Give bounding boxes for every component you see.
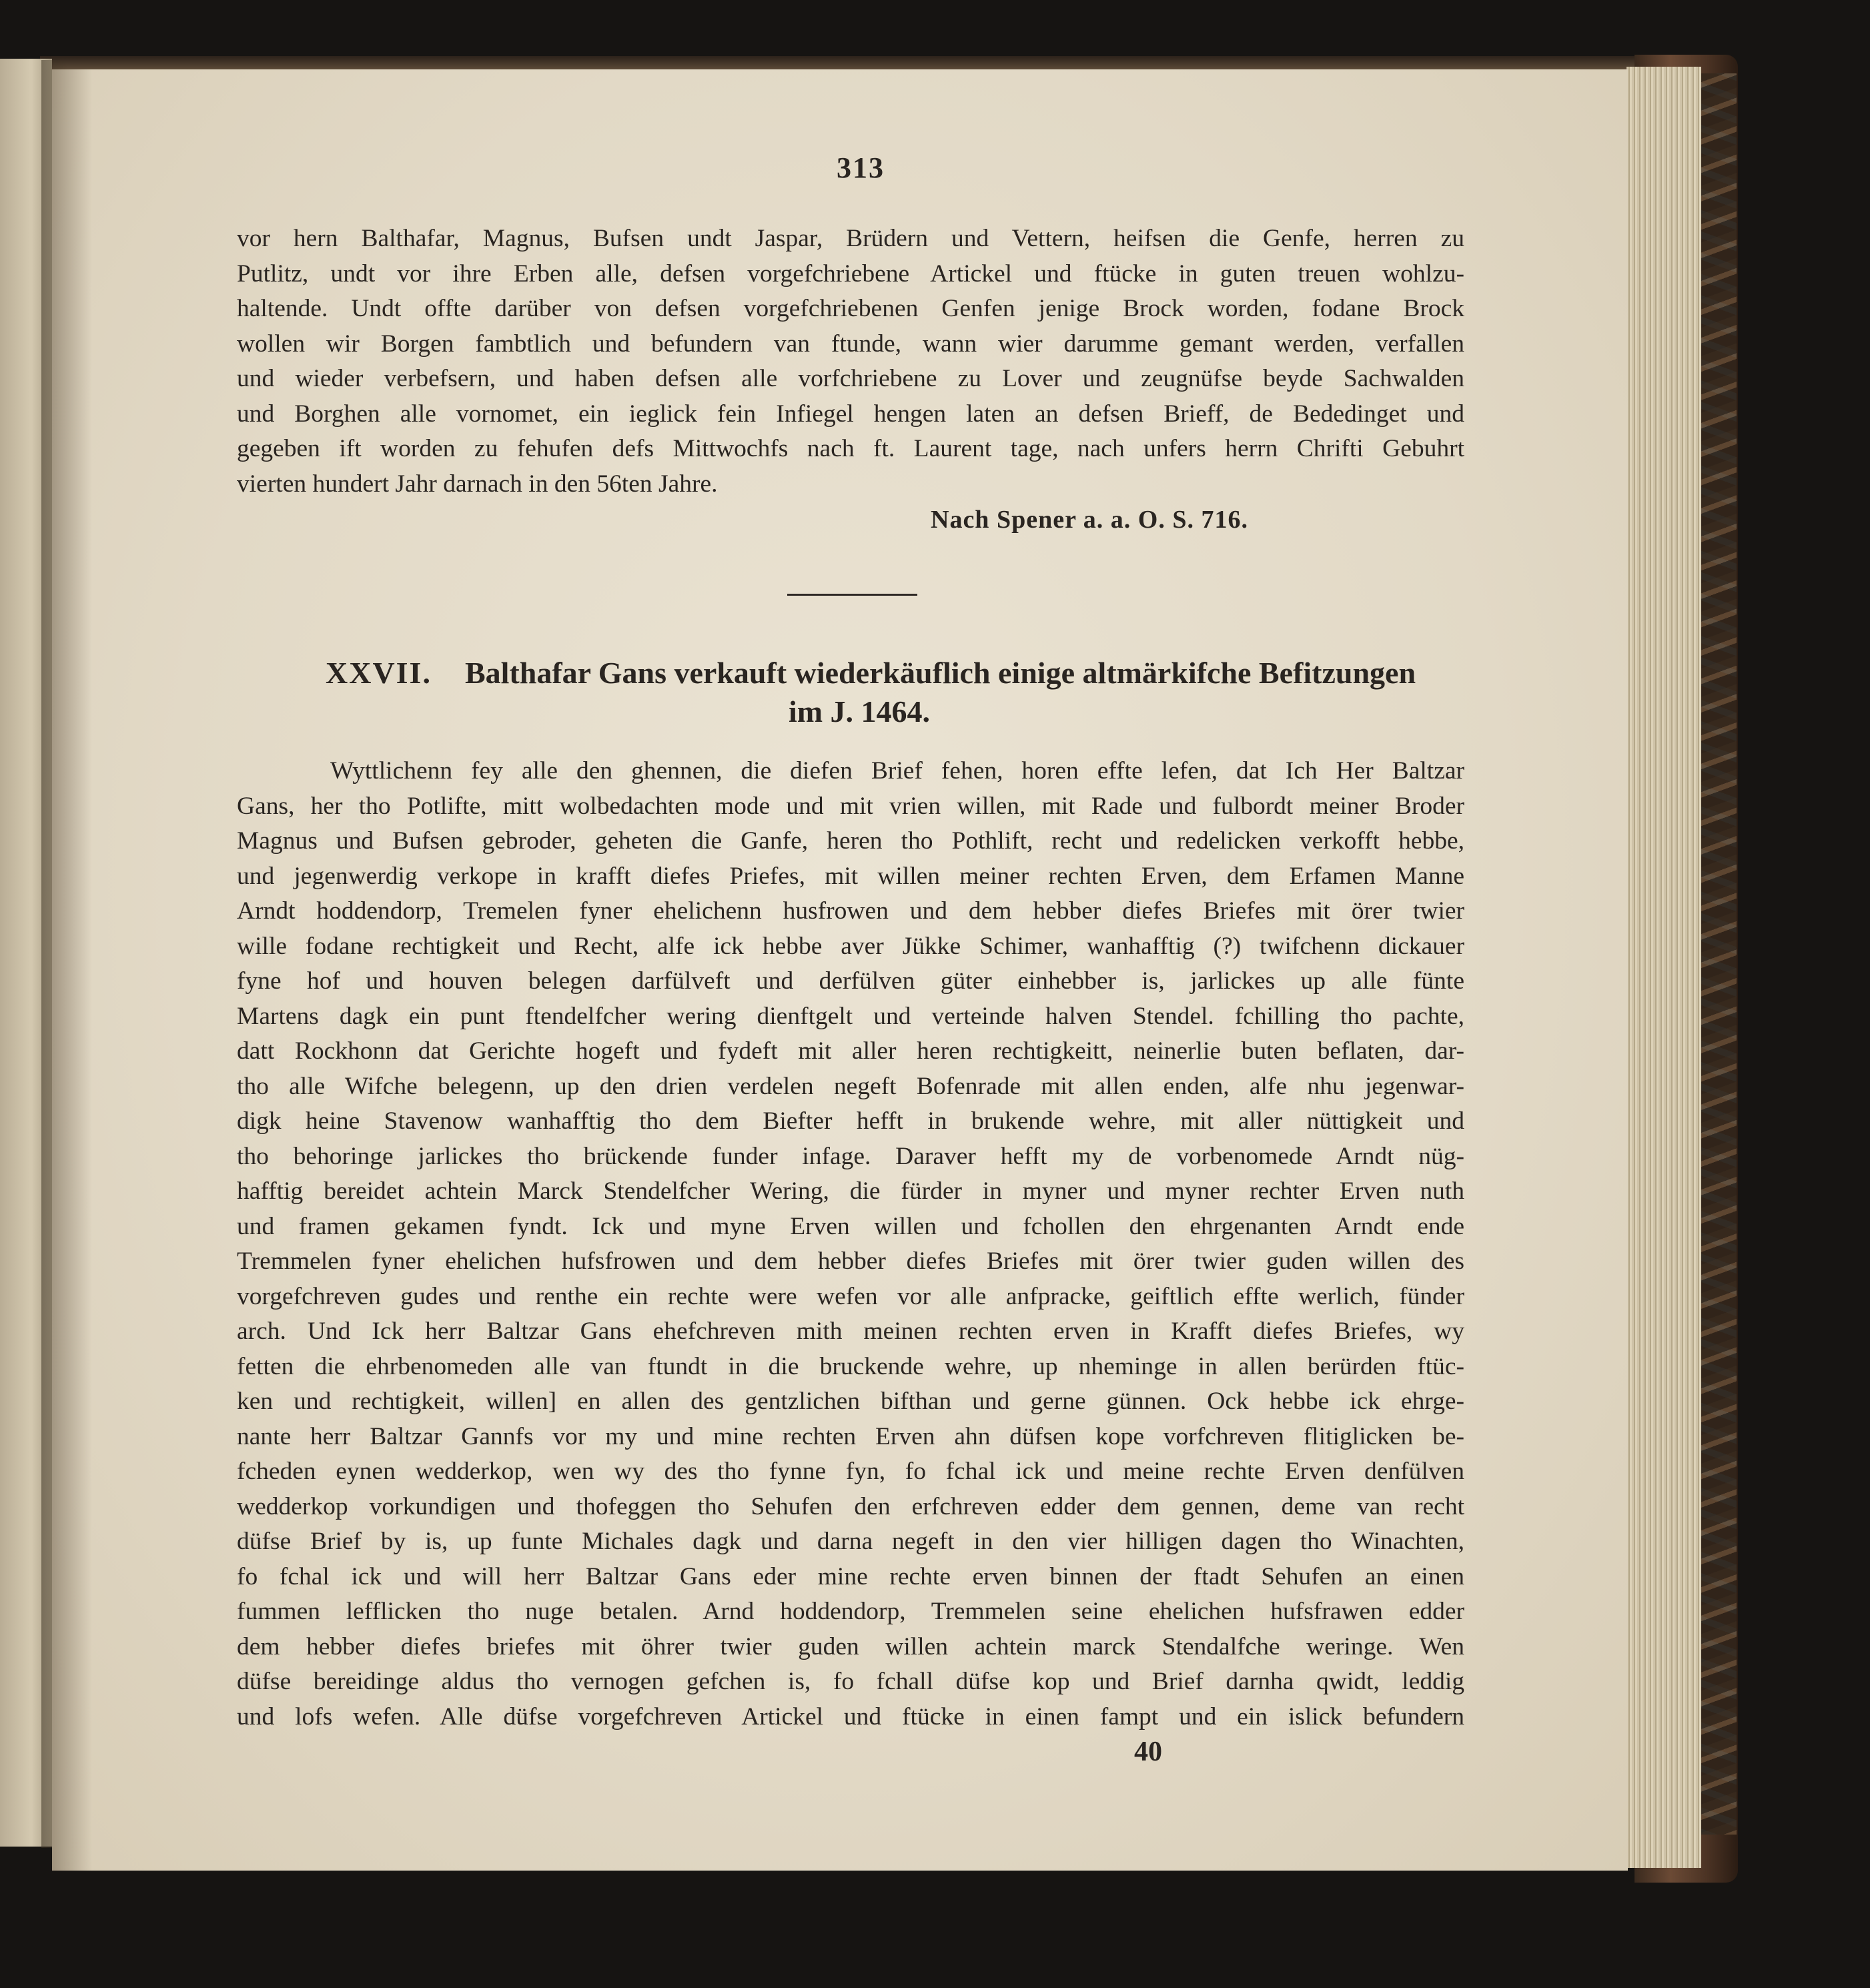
text-line: Arndt hoddendorp, Tremelen fyner ehelichenn husfrowen und dem hebber diefes Briefes mit örer twier: [237, 897, 1464, 925]
document-body: [237, 754, 1464, 1734]
text-line: fetten die ehrbenomeden alle van ftundt in die bruckende wehre, up nheminge in allen berürden ftüc-: [237, 1352, 1464, 1380]
text-line: fyne hof und houven belegen darfülveft und derfülven güter einhebber is, jarlickes up alle fünte: [237, 967, 1464, 995]
text-line: fummen lefflicken tho nuge betalen. Arnd hoddendorp, Tremmelen seine ehelichen hufsfrawen edder: [237, 1598, 1464, 1625]
text-line: gegeben ift worden zu fehufen defs Mittwochfs nach ft. Laurent tage, nach unfers herrn Chrifti Gebuhrt: [237, 435, 1464, 462]
marbled-cover-edge: [1698, 73, 1737, 1835]
text-line: Tremmelen fyner ehelichen hufsfrowen und dem hebber diefes Briefes mit örer twier guden willen des: [237, 1248, 1464, 1275]
text-line: Putlitz, undt vor ihre Erben alle, defsen vorgefchriebene Artickel und ftücke in guten treuen wohlzu-: [237, 260, 1464, 288]
text-line: und Borghen alle vornomet, ein ieglick fein Infiegel hengen laten an defsen Brieff, de Bededinget und: [237, 400, 1464, 428]
preceding-text: [237, 221, 1464, 502]
text-line: hafftig bereidet achtein Marck Stendelfcher Wering, die fürder in myner und myner rechter Erven nuth: [237, 1177, 1464, 1205]
text-line: vorgefchreven gudes und renthe ein rechte were wefen vor alle anfpracke, geiftlich effte werlich, fünder: [237, 1282, 1464, 1310]
text-line: vierten hundert Jahr darnach in den 56ten Jahre.: [237, 470, 718, 498]
text-line: Magnus und Bufsen gebroder, geheten die Ganfe, heren tho Pothlift, recht und redelicken verkofft hebbe,: [237, 827, 1464, 855]
section-number: XXVII.: [326, 656, 432, 690]
text-line: arch. Und Ick herr Baltzar Gans ehefchreven mith meinen rechten erven in Krafft diefes Briefes, wy: [237, 1318, 1464, 1345]
text-line: ken und rechtigkeit, willen] en allen des gentzlichen bifthan und gerne günnen. Ock hebbe ick ehrge-: [237, 1388, 1464, 1415]
gutter-shadow: [52, 69, 92, 1871]
text-line: Wyttlichenn fey alle den ghennen, die diefen Brief fehen, horen effte lefen, dat Ich Her Baltzar: [330, 757, 1464, 785]
text-line: dem hebber diefes briefes mit öhrer twier guden willen achtein marck Stendalfche weringe. Wen: [237, 1632, 1464, 1660]
section-heading-line1: [326, 654, 1420, 692]
text-line: fcheden eynen wedderkop, wen wy des tho fynne fyn, fo fchal ick und meine rechte Erven denfülven: [237, 1458, 1464, 1485]
text-line: und jegenwerdig verkope in krafft diefes Priefes, mit willen meiner rechten Erven, dem Erfamen Manne: [237, 862, 1464, 890]
source-note: Nach Spener a. a. O. S. 716.: [931, 506, 1248, 534]
text-line: digk heine Stavenow wanhafftig tho dem Biefter hefft in brukende wehre, mit aller nüttigkeit und: [237, 1107, 1464, 1135]
page-stack-edge: [1626, 67, 1701, 1868]
text-line: haltende. Undt offte darüber von defsen vorgefchriebenen Genfen jenige Brock worden, fodane Brock: [237, 295, 1464, 322]
text-line: nante herr Baltzar Gannfs vor my und mine rechten Erven ahn düfsen kope vorfchreven flitiglicken be-: [237, 1422, 1464, 1450]
text-line: und lofs wefen. Alle düfse vorgefchreven Artickel und ftücke in einen fampt und ein islick befundern: [237, 1702, 1464, 1730]
page-number: 313: [837, 151, 885, 184]
sheet-signature: 40: [1134, 1736, 1162, 1767]
text-line: Martens dagk ein punt ftendelfcher wering dienftgelt und verteinde halven Stendel. fchilling tho pachte,: [237, 1002, 1464, 1030]
text-line: und framen gekamen fyndt. Ick und myne Erven willen und fchollen den ehrgenanten Arndt ende: [237, 1212, 1464, 1240]
section-title-line2: im J. 1464.: [788, 694, 931, 728]
text-line: wedderkop vorkundigen und thofeggen tho Sehufen den erfchreven edder dem gennen, deme van recht: [237, 1492, 1464, 1520]
text-line: tho behoringe jarlickes tho brückende funder infage. Daraver hefft my de vorbenomede Arndt nüg-: [237, 1142, 1464, 1170]
text-line: und wieder verbefsern, und haben defsen alle vorfchriebene zu Lover und zeugnüfse beyde Sachwalden: [237, 365, 1464, 392]
text-line: düfse bereidinge aldus tho vernogen gefchen is, fo fchall düfse kop und Brief darnha qwidt, leddig: [237, 1668, 1464, 1695]
text-line: fo fchal ick und will herr Baltzar Gans eder mine rechte erven binnen der ftadt Sehufen an einen: [237, 1562, 1464, 1590]
text-line: tho alle Wifche belegenn, up den drien verdelen negeft Bofenrade mit allen enden, alfe nhu jegenwar-: [237, 1072, 1464, 1100]
section-title: Balthafar Gans verkauft wiederkäuflich einige altmärkifche Befitzungen: [464, 656, 1416, 690]
text-line: datt Rockhonn dat Gerichte hogeft und fydeft mit aller heren rechtigkeitt, neinerlie buten beflaten, dar-: [237, 1037, 1464, 1065]
section-heading: [326, 654, 1420, 731]
text-line: düfse Brief by is, up funte Michales dagk und darna negeft in den vier hilligen dagen tho Winachten,: [237, 1528, 1464, 1555]
text-line: Gans, her tho Potlifte, mitt wolbedachten mode und mit vrien willen, mit Rade und fulbordt meiner Broder: [237, 792, 1464, 820]
text-line: vor hern Balthafar, Magnus, Bufsen undt Jaspar, Brüdern und Vettern, heifsen die Genfe, herren zu: [237, 225, 1464, 252]
section-divider: [787, 594, 917, 596]
text-line: wille fodane rechtigkeit und Recht, alfe ick hebbe aver Jükke Schimer, wanhafftig (?) twifchenn dickauer: [237, 932, 1464, 960]
text-line: wollen wir Borgen fambtlich und befundern van ftunde, wann wier darumme gemant werden, verfallen: [237, 330, 1464, 358]
